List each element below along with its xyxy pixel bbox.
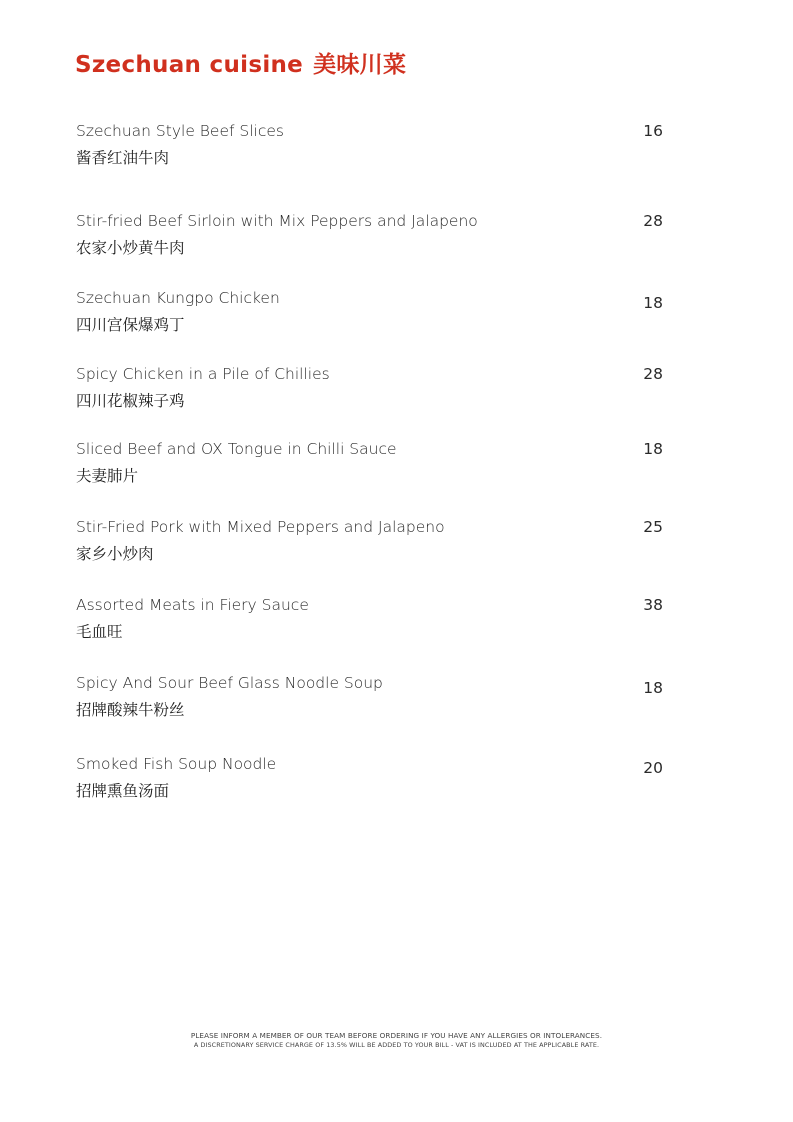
dish-name-en: Stir-Fried Pork with Mixed Peppers and Jalapeno — [76, 518, 445, 536]
dish-name-cn: 四川宫保爆鸡丁 — [76, 316, 185, 334]
dish-price: 18 — [643, 440, 663, 458]
dish-price: 16 — [643, 122, 663, 140]
dish-price: 25 — [643, 518, 663, 536]
dish-name-en: Szechuan Kungpo Chicken — [76, 289, 280, 307]
dish-price: 20 — [643, 759, 663, 777]
footer-notice — [0, 1031, 793, 1050]
dish-price: 38 — [643, 596, 663, 614]
dish-name-en: Assorted Meats in Fiery Sauce — [76, 596, 309, 614]
dish-name-en: Sliced Beef and OX Tongue in Chilli Sauce — [76, 440, 397, 458]
dish-name-cn: 酱香红油牛肉 — [76, 149, 170, 167]
dish-name-cn: 招牌酸辣牛粉丝 — [76, 701, 185, 719]
dish-name-en: Spicy And Sour Beef Glass Noodle Soup — [76, 674, 383, 692]
allergy-notice: PLEASE INFORM A MEMBER OF OUR TEAM BEFORE ORDERING IF YOU HAVE ANY ALLERGIES OR INTOLERANCES. — [190, 1031, 603, 1040]
dish-name-cn: 四川花椒辣子鸡 — [76, 392, 185, 410]
dish-name-en: Szechuan Style Beef Slices — [76, 122, 284, 140]
menu-item — [76, 518, 666, 568]
dish-name-cn: 招牌熏鱼汤面 — [76, 782, 170, 800]
dish-name-en: Stir-fried Beef Sirloin with Mix Peppers and Jalapeno — [76, 212, 478, 230]
dish-name-en: Spicy Chicken in a Pile of Chillies — [76, 365, 330, 383]
menu-item — [76, 122, 666, 172]
menu-item — [76, 755, 666, 805]
dish-name-en: Smoked Fish Soup Noodle — [76, 755, 277, 773]
dish-price: 28 — [643, 212, 663, 230]
menu-item — [76, 365, 666, 415]
dish-name-cn: 夫妻肺片 — [76, 467, 139, 485]
dish-name-cn: 家乡小炒肉 — [76, 545, 154, 563]
dish-name-cn: 毛血旺 — [76, 623, 123, 641]
page-title-en: Szechuan cuisine — [75, 52, 304, 78]
dish-price: 18 — [643, 679, 663, 697]
service-charge-notice: A DISCRETIONARY SERVICE CHARGE OF 13.5% WILL BE ADDED TO YOUR BILL - VAT IS INCLUDED AT THE APPLICABLE RATE. — [193, 1041, 600, 1049]
dish-name-cn: 农家小炒黄牛肉 — [76, 239, 185, 257]
dish-price: 18 — [643, 294, 663, 312]
page-title-cn: 美味川菜 — [313, 52, 407, 78]
menu-item — [76, 440, 666, 490]
menu-item — [76, 289, 666, 339]
menu-item — [76, 212, 666, 262]
menu-item — [76, 596, 666, 646]
menu-item — [76, 674, 666, 724]
dish-price: 28 — [643, 365, 663, 383]
page-title — [75, 46, 406, 79]
